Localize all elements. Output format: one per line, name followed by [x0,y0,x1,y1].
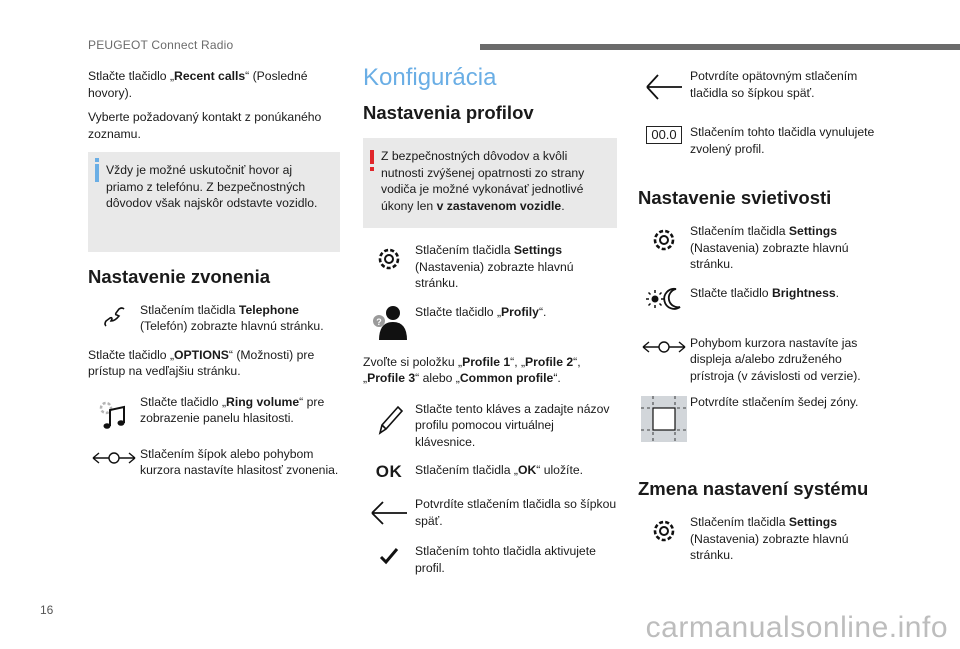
paragraph-select-contact: Vyberte požadovaný kontakt z ponúkaného zoznamu. [88,110,322,141]
step-ring-volume [88,394,340,432]
watermark: carmanualsonline.info [645,611,948,644]
step-ring-volume-text: Stlačte tlačidlo „Ring volume“ pre zobrazenie panelu hlasitosti. [140,394,325,425]
gear-icon [649,225,679,255]
step-grey-zone [638,394,888,442]
header-title: PEUGEOT Connect Radio [88,38,234,52]
step-rename-profile-text: Stlačte tento kláves a zadajte názov profilu pomocou virtuálnej klávesnice. [415,401,610,449]
back-arrow-icon [369,498,409,528]
heading-system-settings: Zmena nastavení systému [638,478,869,499]
step-back [363,496,617,529]
step-brightness-settings [638,223,888,273]
slider-arrows-icon [641,337,687,357]
pencil-icon [374,403,404,437]
heading-profile-settings: Nastavenia profilov [363,102,534,123]
step-brightness-settings-text: Stlačením tlačidla Settings (Nastavenia) zobrazte hlavnú stránku. [690,224,849,271]
back-arrow-icon [644,70,684,104]
step-system-settings [638,514,888,564]
warning-note: Z bezpečnostných dôvodov a kvôli nutnosti zvýšenej opatrnosti zo strany vodiča je možné vykonávať jednotlivé úkony len v zastavenom vozidle. [363,138,617,228]
profile-user-icon [369,304,409,340]
step-confirm-back [638,68,888,104]
step-settings-text: Stlačením tlačidla Settings (Nastavenia) zobrazte hlavnú stránku. [415,243,574,290]
paragraph-options: Stlačte tlačidlo „OPTIONS“ (Možnosti) pre prístup na vedľajšiu stránku. [88,347,315,378]
slider-arrows-icon [91,448,137,468]
grey-zone-icon [641,396,687,442]
warning-icon [370,150,374,164]
reset-counter-icon: 00.0 [646,126,681,144]
paragraph-recent-calls: Stlačte tlačidlo „Recent calls“ (Posledné hovory). [88,69,308,100]
step-brightness-slider-text: Pohybom kurzora nastavíte jas displeja a/alebo združeného prístroja (v závislosti od verzie). [690,335,861,383]
paragraph-choose-profile: Zvoľte si položku „Profile 1“, „Profile 2“, „Profile 3“ alebo „Common profile“. [363,354,581,385]
step-volume-arrows-text: Stlačením šípok alebo pohybom kurzora nastavíte hlasitosť zvonenia. [140,446,339,477]
step-brightness-text: Stlačte tlačidlo Brightness. [690,285,840,300]
step-back-text: Potvrdíte stlačením tlačidla so šípkou späť. [415,497,617,528]
step-reset-profile [638,124,888,157]
step-confirm-back-text: Potvrdíte opätovným stlačením tlačidla so šípkou späť. [690,69,858,100]
gear-icon [374,244,404,274]
column-middle [363,64,617,586]
step-rename-profile [363,401,617,451]
step-telephone [88,302,340,335]
info-note [88,152,340,252]
heading-ringtone: Nastavenie zvonenia [88,265,270,287]
gear-icon [649,516,679,546]
step-telephone-text: Stlačením tlačidla Telephone (Telefón) zobrazte hlavnú stránku. [140,302,324,333]
step-grey-zone-text: Potvrdíte stlačením šedej zóny. [690,395,859,409]
step-brightness-slider [638,335,888,385]
step-activate-profile-text: Stlačením tohto tlačidla aktivujete profil. [415,544,596,575]
step-system-settings-text: Stlačením tlačidla Settings (Nastavenia) zobrazte hlavnú stránku. [690,515,849,562]
info-note-text: Vždy je možné uskutočniť hovor aj priamo z telefónu. Z bezpečnostných dôvodov však najskôr odstavte vozidlo. [106,163,318,210]
svg-text:?: ? [376,316,382,327]
header-bar [480,44,960,50]
step-reset-profile-text: Stlačením tohto tlačidla vynulujete zvolený profil. [690,125,875,156]
step-profiles [363,302,617,340]
step-activate-profile [363,543,617,576]
checkmark-icon [378,545,400,567]
phone-handset-icon [100,304,128,332]
ok-icon: OK [375,462,403,481]
info-icon [95,164,99,182]
section-title-configuration: Konfigurácia [363,64,497,91]
sun-moon-icon [644,285,684,313]
page-number: 16 [40,603,54,617]
heading-brightness: Nastavenie svietivosti [638,187,832,208]
step-volume-arrows [88,446,340,479]
ringtone-settings-icon [94,396,134,432]
column-right [638,68,888,574]
column-left [88,68,340,489]
step-ok-text: Stlačením tlačidla „OK“ uložíte. [415,463,583,477]
step-settings [363,242,617,292]
step-ok [363,460,617,482]
step-brightness [638,283,888,313]
step-profiles-text: Stlačte tlačidlo „Profily“. [415,304,547,319]
